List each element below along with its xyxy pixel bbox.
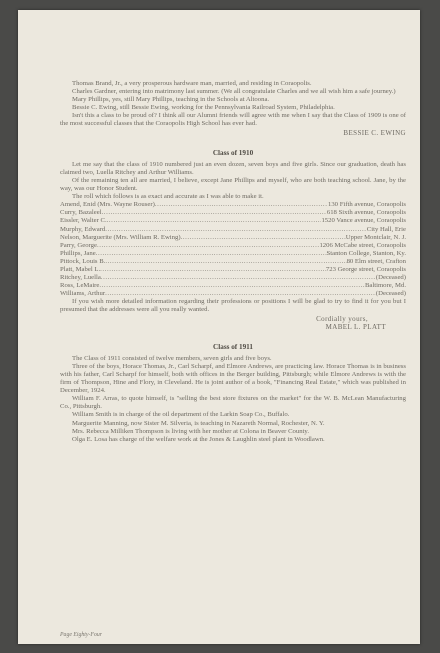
roll-entry: Eissler, Walter C. ..... 1520 Vance avenue, Coraopolis	[60, 217, 406, 225]
roll-entry: Nelson, Marguerite (Mrs. William R. Ewing) ..... Upper Montclair, N. J.	[60, 234, 406, 242]
valediction: Cordially yours,	[316, 314, 368, 323]
roll-entry: Parry, George ..... 1206 McCabe street, Coraopolis	[60, 242, 406, 250]
signature: BESSIE C. EWING	[343, 128, 406, 137]
paragraph: Olga E. Losa has charge of the welfare work at the Jones & Laughlin steel plant in Woodlawn.	[72, 435, 325, 443]
paragraph: Mrs. Rebecca Milliken Thompson is living with her mother at Colona in Beaver County.	[72, 427, 309, 435]
page-number: Page Eighty-Four	[60, 632, 103, 638]
paragraph: Mary Phillips, yes, still Mary Phillips, teaching in the Schools at Altoona.	[72, 96, 270, 104]
section-heading: Class of 1911	[213, 342, 253, 351]
roll-entry: Phillips, Jane ..... Stanton College, Stanton, Ky.	[60, 250, 406, 258]
section-heading: Class of 1910	[212, 148, 254, 157]
roll-entry: Platt, Mabel L. ..... 723 George street, Coraopolis	[60, 266, 406, 274]
roll-entry: Ross, LeMaire ..... Baltimore, Md.	[60, 282, 406, 290]
paragraph: The roll which follows is as exact and accurate as I was able to make it.	[72, 193, 264, 201]
signature: MABEL L. PLATT	[325, 322, 386, 331]
paragraph: Three of the boys, Horace Thomas, Jr., Carl Scharpf, and Elmore Andrews, are practicing law. Horace Thomas is in business with his father, Carl Scharpf for himself, both with offices in the Berger building, Pittsburgh; while Elmore Andrews is with the firm of Thompson, Hine and Flory, in Cleveland. He is joint author of a book, "Financing Real Estate," which was published in December, 1924.	[60, 362, 406, 395]
roll-entry: Ritchey, Luella ..... (Deceased)	[60, 274, 406, 282]
document-page	[18, 10, 420, 644]
class-roll	[60, 201, 406, 298]
roll-entry: Pittock, Louis B. ..... 80 Elm street, Crafton	[60, 258, 406, 266]
page-content	[60, 80, 406, 444]
paragraph: Let me say that the class of 1910 numbered just an even dozen, seven boys and five girls. Since our graduation, death has claimed two, Luella Ritchey and Arthur Williams.	[60, 160, 406, 176]
paragraph: The Class of 1911 consisted of twelve members, seven girls and five boys.	[72, 354, 272, 362]
paragraph: Thomas Brand, Jr., a very prosperous hardware man, married, and residing in Coraopolis.	[72, 80, 312, 87]
paragraph: Bessie C. Ewing, still Bessie Ewing, working for the Pennsylvania Railroad System, Philadelphia.	[72, 104, 335, 112]
paragraph: William F. Arras, to quote himself, is "selling the best store fixtures on the market" for the W. B. McLean Manufacturing Co., Pittsburgh.	[60, 395, 406, 411]
paragraph: Marguerite Manning, now Sister M. Silveria, is teaching in Nazareth Normal, Rochester, N. Y.	[72, 419, 325, 427]
roll-entry: Williams, Arthur ..... (Deceased)	[60, 290, 406, 298]
roll-entry: Murphy, Edward ..... City Hall, Erie	[60, 226, 406, 234]
paragraph: Of the remaining ten all are married, I believe, except Jane Phillips and myself, who are both teaching school. Jane, by the way, was our Honor Student.	[60, 176, 406, 193]
paragraph: Charles Gardner, entering into matrimony last summer. (We all congratulate Charles and we all wish him a safe journey.)	[72, 88, 396, 96]
roll-entry: Amend, Enid (Mrs. Wayne Rouser) ..... 130 Fifth avenue, Coraopolis	[60, 201, 406, 209]
paragraph: If you wish more detailed information regarding their professions or positions I will be glad to try to find it for you but I presumed that the addresses were all you really wanted.	[60, 298, 406, 314]
roll-entry: Curry, Bazaleel ..... 618 Sixth avenue, Coraopolis	[60, 209, 406, 217]
paragraph: William Smith is in charge of the oil department of the Larkin Soap Co., Buffalo.	[72, 411, 290, 419]
paragraph: Isn't this a class to be proud of? I think all our Alumni friends will agree with me when I say that the Class of 1909 is one of the most successful classes that the Coraopolis High School has ever had.	[60, 112, 406, 128]
